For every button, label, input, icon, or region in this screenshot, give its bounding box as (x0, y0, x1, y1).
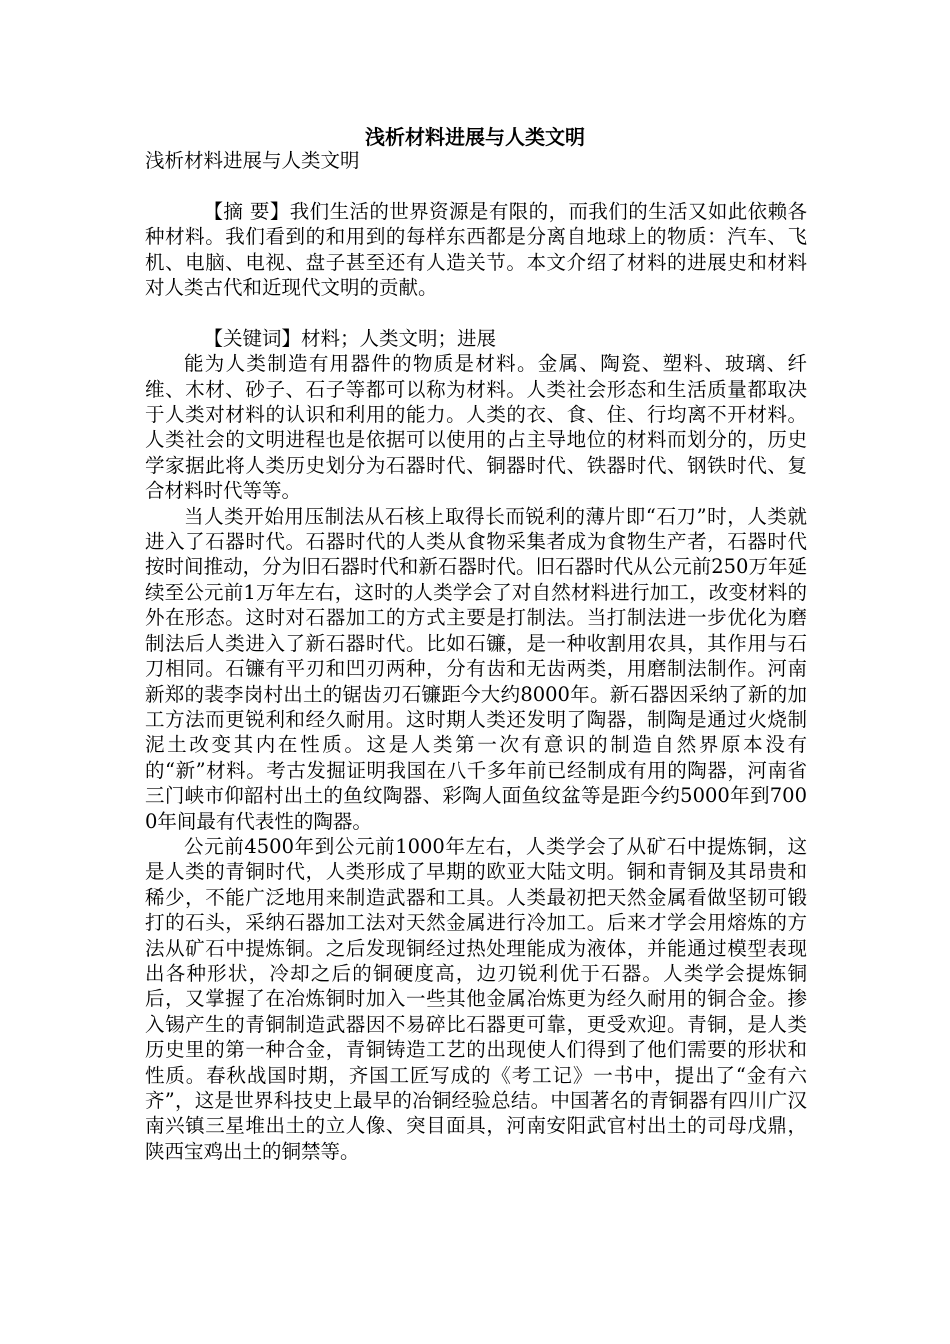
body-paragraph: 当人类开始用压制法从石核上取得长而锐利的薄片即“石刀”时，人类就进入了石器时代。石器时代的人类从食物采集者成为食物生产者，石器时代按时间推动，分为旧石器时代和新石器时代。旧石器时代从公元前250万年延续至公元前1万年左右，这时的人类学会了对自然材料进行加工，改变材料的外在形态。这时对石器加工的方式主要是打制法。当打制法进一步优化为磨制法后人类进入了新石器时代。比如石镰，是一种收割用农具，其作用与石刀相同。石镰有平刃和凹刃两种，分有齿和无齿两类，用磨制法制作。河南新郑的裴李岗村出土的锯齿刃石镰距今大约8000年。新石器因采纳了新的加工方法而更锐利和经久耐用。这时期人类还发明了陶器，制陶是通过火烧制泥土改变其内在性质。这是人类第一次有意识的制造自然界原本没有的“新”材料。考古发掘证明我国在八千多年前已经制成有用的陶器，河南省三门峡市仰韶村出土的鱼纹陶器、彩陶人面鱼纹盆等是距今约5000年到7000年间最有代表性的陶器。 (145, 504, 807, 833)
blank-line (145, 300, 807, 325)
keywords-line: 【关键词】材料；人类文明；进展 (203, 326, 497, 350)
abstract-paragraph: 【摘 要】我们生活的世界资源是有限的，而我们的生活又如此依赖各种材料。我们看到的和用到的每样东西都是分离自地球上的物质：汽车、飞机、电脑、电视、盘子甚至还有人造关节。本文介绍了材料的进展史和材料对人类古代和近现代文明的贡献。 (145, 199, 807, 300)
blank-line (145, 173, 807, 198)
document-title: 浅析材料进展与人类文明 (365, 125, 585, 149)
body-paragraph: 能为人类制造有用器件的物质是材料。金属、陶瓷、塑料、玻璃、纤维、木材、砂子、石子等都可以称为材料。人类社会形态和生活质量都取决于人类对材料的认识和利用的能力。人类的衣、食、住、行均离不开材料。人类社会的文明进程也是依据可以使用的占主导地位的材料而划分的，历史学家据此将人类历史划分为石器时代、铜器时代、铁器时代、钢铁时代、复合材料时代等等。 (145, 352, 807, 503)
document-subtitle: 浅析材料进展与人类文明 (145, 149, 360, 172)
body-paragraph: 公元前4500年到公元前1000年左右，人类学会了从矿石中提炼铜，这是人类的青铜时代，人类形成了早期的欧亚大陆文明。铜和青铜及其昂贵和稀少，不能广泛地用来制造武器和工具。人类最初把天然金属看做坚韧可锻打的石头，采纳石器加工法对天然金属进行冷加工。后来才学会用熔炼的方法从矿石中提炼铜。之后发现铜经过热处理能成为液体，并能通过模型表现出各种形状，冷却之后的铜硬度高，边刃锐利优于石器。人类学会提炼铜后，又掌握了在冶炼铜时加入一些其他金属冶炼更为经久耐用的铜合金。掺入锡产生的青铜制造武器因不易碎比石器更可靠，更受欢迎。青铜，是人类历史里的第一种合金，青铜铸造工艺的出现使人们得到了他们需要的形状和性质。春秋战国时期，齐国工匠写成的《考工记》一书中，提出了“金有六齐”，这是世界科技史上最早的冶铜经验总结。中国著名的青铜器有四川广汉南兴镇三星堆出土的立人像、突目面具，河南安阳武官村出土的司母戊鼎，陕西宝鸡出土的铜禁等。 (145, 834, 807, 1163)
document-body (145, 148, 807, 1164)
